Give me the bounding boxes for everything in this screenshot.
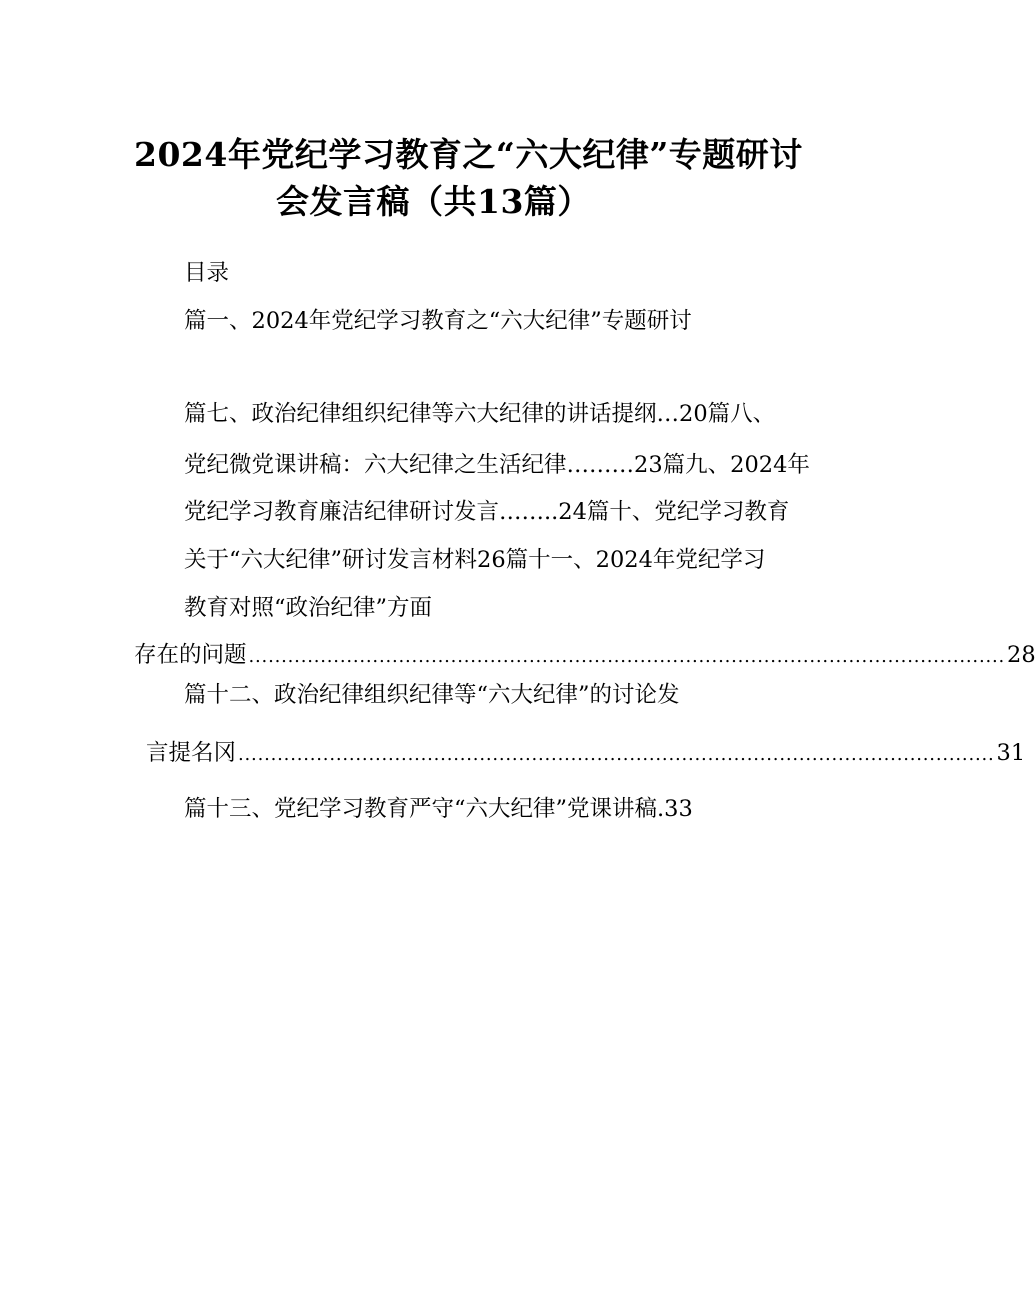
toc-line: 党纪微党课讲稿：六大纪律之生活纪律………23篇九、2024年 xyxy=(184,452,810,478)
toc-line: 关于“六大纪律”研讨发言材料26篇十一、2024年党纪学习 xyxy=(184,547,766,573)
toc-line: 教育对照“政治纪律”方面 xyxy=(184,595,433,621)
toc-entry-text: 存在的问题 xyxy=(134,642,247,668)
document-title-line-1: 2024年党纪学习教育之“六大纪律”专题研讨 xyxy=(134,135,803,174)
toc-page-number: 28 xyxy=(1007,642,1036,668)
toc-line: 党纪学习教育廉洁纪律研讨发言……..24篇十、党纪学习教育 xyxy=(184,499,790,525)
toc-page-number: 31 xyxy=(996,740,1026,766)
dot-leader: .................................................................................................................... xyxy=(248,646,1006,667)
toc-line: 篇一、2024年党纪学习教育之“六大纪律”专题研讨 xyxy=(184,308,692,334)
toc-heading: 目录 xyxy=(184,260,230,286)
document-title-line-2: 会发言稿（共13篇） xyxy=(276,182,591,221)
toc-entry-twelve-cont xyxy=(146,738,1026,770)
toc-line: 篇七、政治纪律组织纪律等六大纪律的讲话提纲…20篇八、 xyxy=(184,401,776,427)
toc-entry-problems xyxy=(134,640,1036,672)
dot-leader: .................................................................................................................... xyxy=(238,744,995,765)
toc-line: 篇十三、党纪学习教育严守“六大纪律”党课讲稿.33 xyxy=(184,796,693,822)
toc-entry-text: 言提名冈 xyxy=(146,740,237,766)
toc-line: 篇十二、政治纪律组织纪律等“六大纪律”的讨论发 xyxy=(184,682,680,708)
